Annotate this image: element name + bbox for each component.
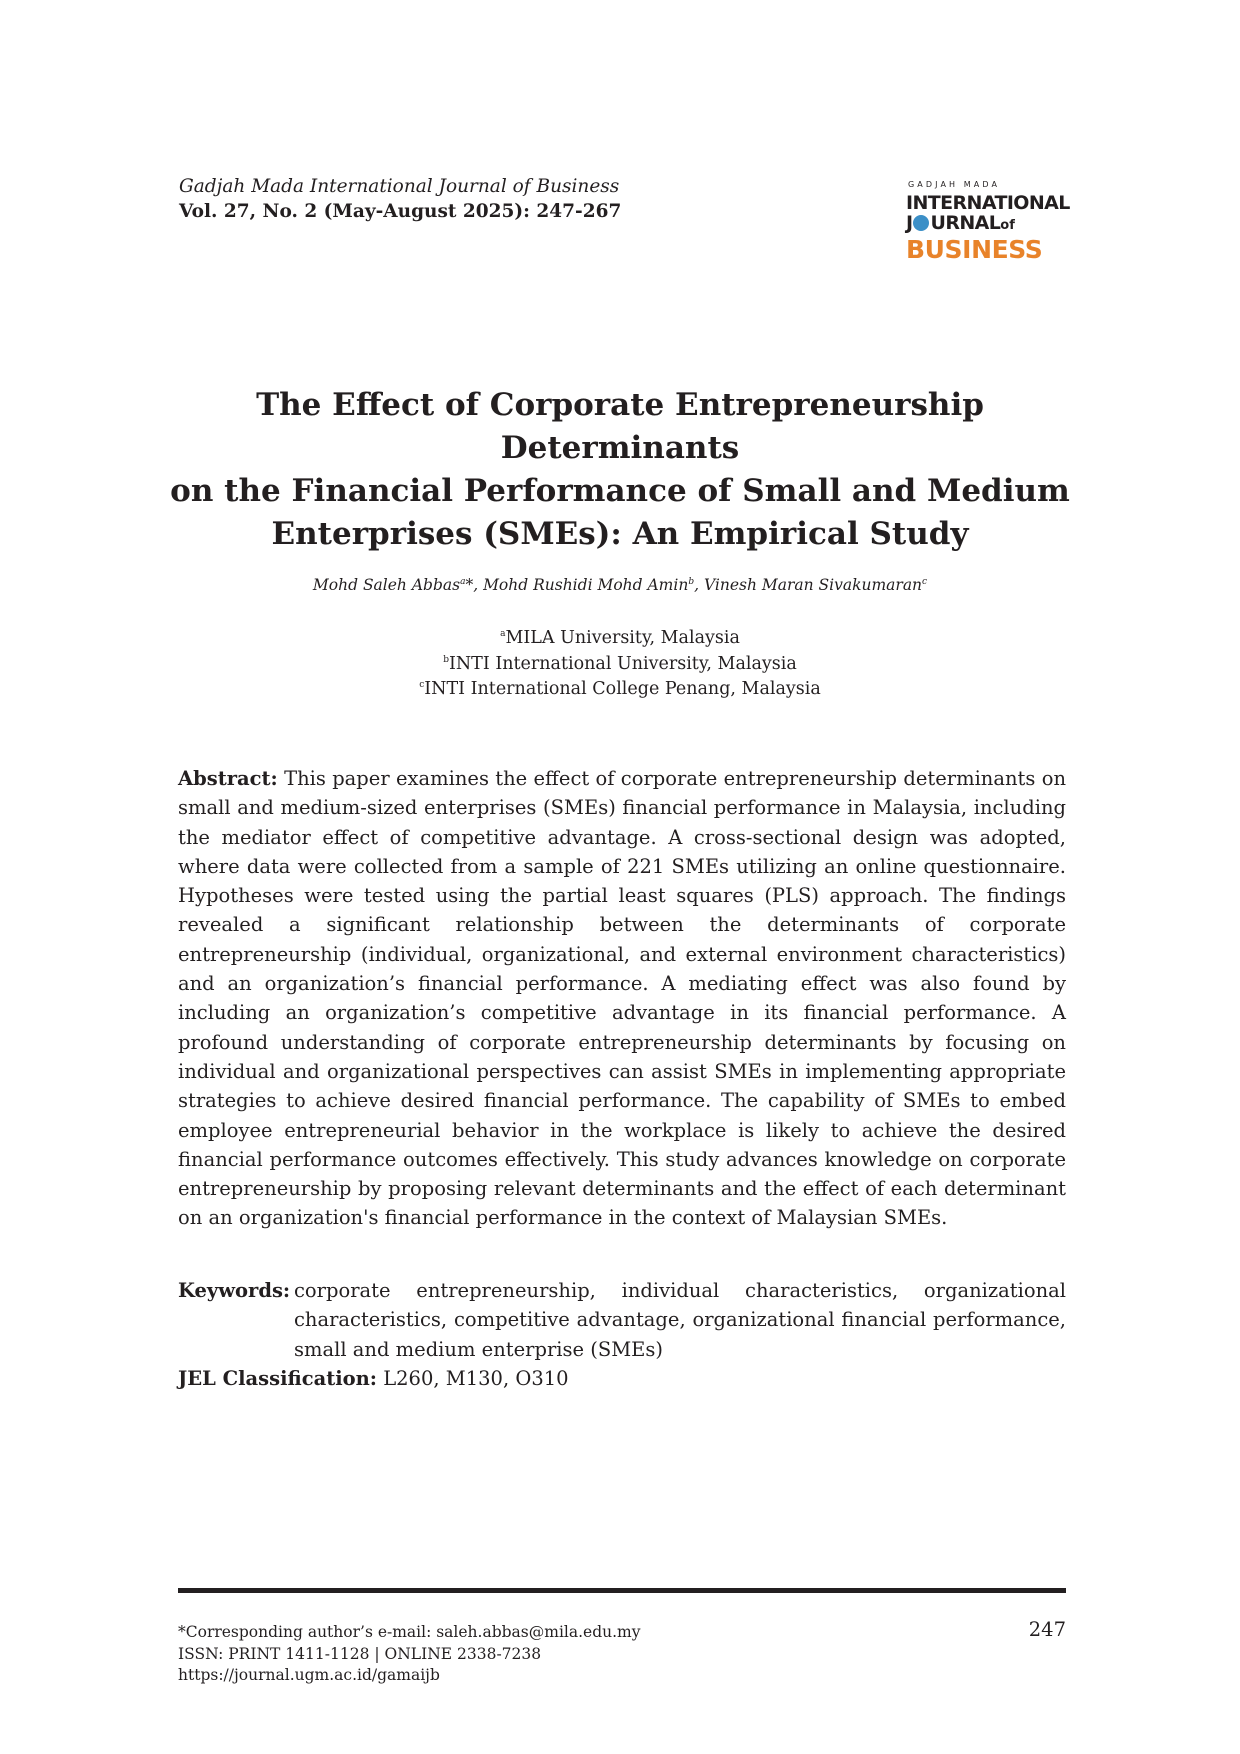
affiliation-item [150, 652, 1090, 678]
corresponding-email: *Corresponding author’s e-mail: saleh.abbas@mila.edu.my [178, 1623, 641, 1641]
journal-url: https://journal.ugm.ac.id/gamaijb [178, 1666, 440, 1684]
journal-header [179, 174, 621, 224]
abstract-label: Abstract: [178, 767, 278, 790]
affiliation-mark: a [500, 629, 506, 640]
keywords-section [178, 1276, 1066, 1393]
keywords-text: corporate entrepreneurship, individual characteristics, organizational characteristics, competitive advantage, organizational financial performance, small and medium enterprise (SMEs) [294, 1279, 1066, 1361]
title-line: on the Financial Performance of Small and Medium [170, 473, 1070, 509]
author-name: Mohd Saleh Abbas [312, 576, 461, 594]
jel-text: L260, M130, O310 [383, 1366, 569, 1390]
journal-name: Gadjah Mada International Journal of Business [179, 176, 620, 197]
affiliation-mark: b [443, 654, 449, 665]
author-list [150, 576, 1090, 594]
affiliation-item [150, 626, 1090, 652]
affiliation-text: INTI International College Penang, Malaysia [424, 679, 821, 699]
logo-of: of [1000, 218, 1015, 233]
logo-line-business: BUSINESS [906, 235, 1043, 264]
affiliation-text: INTI International University, Malaysia [448, 653, 797, 674]
abstract [178, 764, 1066, 1233]
jel-label: JEL Classification: [178, 1366, 377, 1390]
journal-logo [906, 180, 1070, 264]
author-affiliation-mark: a [460, 576, 466, 587]
affiliation-list [150, 626, 1090, 703]
author-name: Mohd Rushidi Mohd Amin [483, 576, 689, 594]
paper-title [150, 384, 1090, 556]
logo-line-journal [906, 213, 1066, 236]
author-affiliation-mark: c [922, 576, 928, 587]
author-affiliation-mark: b [688, 576, 695, 587]
author-name: Vinesh Maran Sivakumaran [703, 576, 923, 594]
logo-j: J [906, 212, 913, 234]
affiliation-mark: c [419, 680, 425, 691]
affiliation-text: MILA University, Malaysia [505, 628, 740, 648]
journal-volume: Vol. 27, No. 2 (May-August 2025): 247-267 [179, 201, 622, 222]
abstract-text: This paper examines the effect of corporate entrepreneurship determinants on small and medium-sized enterprises (SMEs) financial performance in Malaysia, including the mediator effect of competitive advantage. A cross-sectional design was adopted, where data were collected from a sample of 221 SMEs utilizing an online questionnaire. Hypotheses were tested using the partial least squares (PLS) approach. The findings revealed a significant relationship between the determinants of corporate entrepreneurship (individual, organizational, and external environment characteristics) and an organization’s financial performance. A mediating effect was also found by including an organization’s competitive advantage in its financial performance. A profound understanding of corporate entrepreneurship determinants by focusing on individual and organizational perspectives can assist SMEs in implementing appropriate strategies to achieve desired financial performance. The capability of SMEs to embed employee entrepreneurial behavior in the workplace is likely to achieve the desired financial performance outcomes effectively. This study advances knowledge on corporate entrepreneurship by proposing relevant determinants and the effect of each determinant on an organization's financial performance in the context of Malaysian SMEs. [178, 767, 1066, 1230]
globe-icon [913, 215, 929, 231]
jel-row [178, 1364, 1066, 1393]
keywords-label: Keywords: [178, 1279, 291, 1302]
keywords-row [178, 1276, 1066, 1364]
logo-line-international: INTERNATIONAL [906, 192, 1070, 214]
author-separator: , [694, 576, 704, 594]
page-number: 247 [1028, 1618, 1066, 1641]
title-line: The Effect of Corporate Entrepreneurship Determinants [256, 387, 984, 466]
author-separator: *, [465, 576, 484, 594]
footer [178, 1622, 641, 1687]
title-line: Enterprises (SMEs): An Empirical Study [271, 516, 969, 552]
issn-line: ISSN: PRINT 1411-1128 | ONLINE 2338-7238 [178, 1644, 542, 1663]
footer-divider [178, 1588, 1066, 1593]
logo-urnal: URNAL [930, 212, 1001, 234]
affiliation-item [150, 677, 1090, 703]
logo-line-gadjah-mada: GADJAH MADA [908, 180, 1001, 189]
